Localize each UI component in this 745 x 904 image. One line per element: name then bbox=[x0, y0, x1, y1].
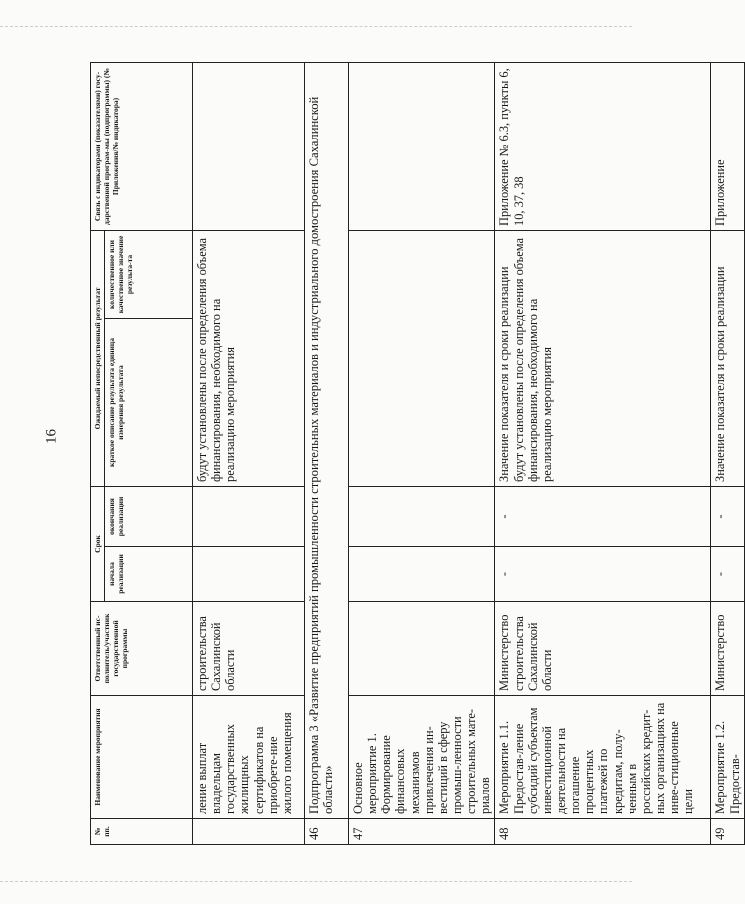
header-link: Связь с индикаторами (показателями) госу-дарственной програм-мы (подпрограммы) (№ Приложения/№ индикатора) bbox=[91, 62, 193, 230]
subprogram-title: Подпрограмма 3 «Развитие предприятий промышленности строительных материалов и индустриального домостроения Сахалинской области» bbox=[305, 62, 349, 818]
row-name: Мероприятие 1.1. Предостав-ление субсидий субъектам инвестиционной деятельности на погашение процентных платежей по кредитам, полу-ченным в российских кредит-ных организациях на инве-стиционные цели bbox=[495, 696, 711, 819]
activities-table bbox=[90, 62, 745, 845]
row-responsible: строительства Сахалинской области bbox=[193, 602, 305, 696]
row-link: Приложение № 6.3, пункты 6, 10, 37, 38 bbox=[495, 62, 711, 230]
row-link bbox=[193, 62, 305, 230]
header-term: Срок bbox=[91, 486, 105, 601]
header-num: № пп. bbox=[91, 819, 193, 845]
header-name: Наименование мероприятия bbox=[91, 696, 193, 819]
header-term-start: начала реализации bbox=[105, 547, 193, 602]
row-num: 49 bbox=[711, 819, 744, 845]
row-num: 47 bbox=[349, 819, 495, 845]
header-term-end: окончания реализации bbox=[105, 486, 193, 546]
row-result bbox=[349, 230, 495, 486]
scan-edge-bottom bbox=[0, 881, 632, 882]
row-name: Основное мероприятие 1. Формирование финансовых механизмов привлечения ин-вестиций в сферу промыш-ленности строительных мате-риалов bbox=[349, 696, 495, 819]
row-name: ление выплат владельцам государственных жилищных сертификатов на приобрете-ние жилого помещения bbox=[193, 696, 305, 819]
row-start: - bbox=[495, 547, 711, 602]
row-result: будут установлены после определения объема финансирования, необходимого на реализацию мероприятия bbox=[193, 230, 305, 486]
scan-edge-top bbox=[0, 26, 632, 27]
table-row bbox=[711, 62, 744, 844]
row-result: Значение показателя и сроки реализации будут установлены после определения объема финансирования, необходимого на реализацию мероприятия bbox=[495, 230, 711, 486]
row-link bbox=[349, 62, 495, 230]
page-number: 16 bbox=[43, 429, 60, 444]
row-end bbox=[349, 486, 495, 546]
header-row-1 bbox=[91, 62, 105, 844]
rotated-table-container bbox=[90, 63, 742, 845]
table-row bbox=[193, 62, 305, 844]
row-end bbox=[193, 486, 305, 546]
row-responsible: Министерство строительства Сахалинской области bbox=[495, 602, 711, 696]
table-row bbox=[305, 62, 349, 844]
row-start bbox=[349, 547, 495, 602]
table-row bbox=[349, 62, 495, 844]
row-num: 46 bbox=[305, 819, 349, 845]
row-start: - bbox=[711, 547, 744, 602]
row-num: 48 bbox=[495, 819, 711, 845]
table-row bbox=[495, 62, 711, 844]
row-responsible bbox=[349, 602, 495, 696]
row-num bbox=[193, 819, 305, 845]
row-result: Значение показателя и сроки реализации bbox=[711, 230, 744, 486]
header-responsible: Ответственный ис-полнитель/участник государственной программы bbox=[91, 602, 193, 696]
row-end: - bbox=[711, 486, 744, 546]
row-link: Приложение bbox=[711, 62, 744, 230]
row-start bbox=[193, 547, 305, 602]
row-responsible: Министерство bbox=[711, 602, 744, 696]
header-expected: Ожидаемый непосредственный результат bbox=[91, 230, 105, 486]
header-expected-desc: краткое описание результата единица измерения результата bbox=[105, 318, 193, 486]
row-end: - bbox=[495, 486, 711, 546]
header-expected-qty: количественное или качественное значение результа-та bbox=[105, 230, 193, 318]
row-name: Мероприятие 1.2. Предостав- bbox=[711, 696, 744, 819]
